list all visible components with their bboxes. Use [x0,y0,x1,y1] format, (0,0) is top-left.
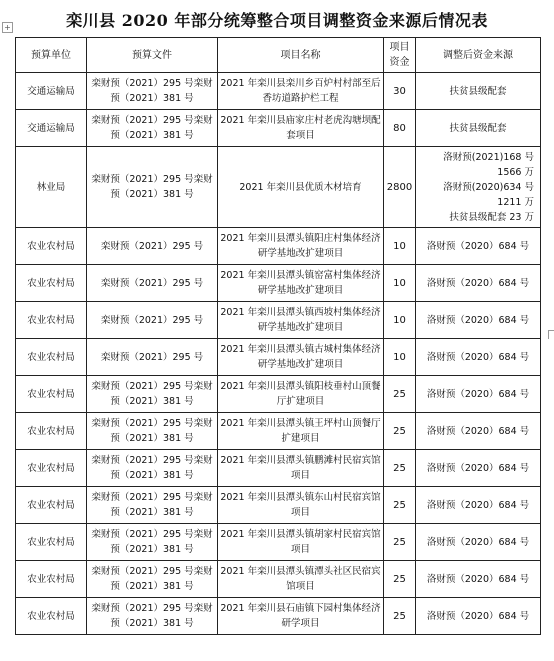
cell-source [416,110,541,147]
source-line: 扶贫县级配套 [449,122,507,134]
cell-doc: 栾财预（2021）295 号 [87,339,218,376]
cell-doc: 栾财预（2021）295 号栾财预（2021）381 号 [87,147,218,228]
cell-unit: 农业农村局 [16,339,87,376]
cell-amount: 10 [384,339,416,376]
cell-doc: 栾财预（2021）295 号 [87,302,218,339]
cell-unit: 农业农村局 [16,228,87,265]
source-line: 洛财预（2020）684 号 [426,388,530,400]
cell-unit: 林业局 [16,147,87,228]
table-row [16,228,541,265]
cell-name: 2021 年栾川县潭头镇窑富村集体经济研学基地改扩建项目 [218,265,384,302]
table-row [16,598,541,635]
cell-doc: 栾财预（2021）295 号栾财预（2021）381 号 [87,487,218,524]
header-doc: 预算文件 [87,38,218,73]
source-line: 洛财预（2020）684 号 [426,536,530,548]
table-row [16,413,541,450]
header-unit: 预算单位 [16,38,87,73]
source-line: 洛财预（2020）684 号 [426,240,530,252]
cell-name: 2021 年栾川县优质木材培育 [218,147,384,228]
source-line: 洛财预(2020)634 号 1211 万 [443,181,534,208]
cell-amount: 2800 [384,147,416,228]
cell-source [416,413,541,450]
cell-doc: 栾财预（2021）295 号栾财预（2021）381 号 [87,73,218,110]
cell-name: 2021 年栾川县潭头镇王坪村山顶餐厅扩建项目 [218,413,384,450]
cell-source [416,73,541,110]
cell-unit: 农业农村局 [16,524,87,561]
table-row [16,376,541,413]
cell-doc: 栾财预（2021）295 号 [87,228,218,265]
cell-source [416,147,541,228]
table-row [16,302,541,339]
cell-source [416,598,541,635]
table-row [16,487,541,524]
cell-amount: 25 [384,413,416,450]
source-line: 洛财预（2020）684 号 [426,314,530,326]
table-row [16,265,541,302]
table-row [16,147,541,228]
cell-unit: 农业农村局 [16,302,87,339]
cell-source [416,339,541,376]
source-line: 扶贫县级配套 23 万 [449,211,534,223]
cell-unit: 农业农村局 [16,598,87,635]
source-line: 洛财预（2020）684 号 [426,425,530,437]
cell-doc: 栾财预（2021）295 号栾财预（2021）381 号 [87,376,218,413]
table-move-handle-icon[interactable]: + [2,22,13,33]
cell-amount: 10 [384,302,416,339]
cell-unit: 交通运输局 [16,73,87,110]
cell-name: 2021 年栾川县潭头镇鹏滩村民宿宾馆项目 [218,450,384,487]
source-line: 洛财预（2020）684 号 [426,277,530,289]
cell-unit: 农业农村局 [16,450,87,487]
cell-name: 2021 年栾川县庙家庄村老虎沟塘坝配套项目 [218,110,384,147]
cell-source [416,487,541,524]
cell-amount: 80 [384,110,416,147]
cell-amount: 25 [384,561,416,598]
table-row [16,561,541,598]
cell-source [416,450,541,487]
cell-name: 2021 年栾川县石庙镇下园村集体经济研学项目 [218,598,384,635]
cell-name: 2021 年栾川县潭头镇胡家村民宿宾馆项目 [218,524,384,561]
table-row [16,110,541,147]
source-line: 扶贫县级配套 [449,85,507,97]
source-line: 洛财预（2020）684 号 [426,351,530,363]
cell-doc: 栾财预（2021）295 号栾财预（2021）381 号 [87,110,218,147]
cell-unit: 农业农村局 [16,265,87,302]
source-line: 洛财预(2021)168 号 1566 万 [443,151,534,178]
table-row [16,450,541,487]
cell-amount: 25 [384,598,416,635]
cell-source [416,228,541,265]
source-line: 洛财预（2020）684 号 [426,610,530,622]
cell-amount: 30 [384,73,416,110]
cell-doc: 栾财预（2021）295 号栾财预（2021）381 号 [87,450,218,487]
cell-unit: 交通运输局 [16,110,87,147]
cell-name: 2021 年栾川县栾川乡百炉村村部至后香坊道路护栏工程 [218,73,384,110]
cell-amount: 25 [384,487,416,524]
document-title: 栾川县 2020 年部分统筹整合项目调整资金来源后情况表 [66,11,488,30]
cell-source [416,302,541,339]
cell-doc: 栾财预（2021）295 号 [87,265,218,302]
cell-name: 2021 年栾川县潭头镇潭头社区民宿宾馆项目 [218,561,384,598]
cell-unit: 农业农村局 [16,376,87,413]
cell-unit: 农业农村局 [16,561,87,598]
source-line: 洛财预（2020）684 号 [426,462,530,474]
table-row [16,524,541,561]
table-header-row [16,38,541,73]
cell-source [416,265,541,302]
header-name: 项目名称 [218,38,384,73]
cell-name: 2021 年栾川县潭头镇阳枝垂村山顶餐厅扩建项目 [218,376,384,413]
budget-table [15,37,541,635]
source-line: 洛财预（2020）684 号 [426,499,530,511]
cell-doc: 栾财预（2021）295 号栾财预（2021）381 号 [87,524,218,561]
cell-amount: 10 [384,228,416,265]
header-source: 调整后资金来源 [416,38,541,73]
cell-unit: 农业农村局 [16,413,87,450]
cell-source [416,524,541,561]
cell-name: 2021 年栾川县潭头镇阳庄村集体经济研学基地改扩建项目 [218,228,384,265]
cell-source [416,561,541,598]
cell-amount: 10 [384,265,416,302]
cell-amount: 25 [384,450,416,487]
source-line: 洛财预（2020）684 号 [426,573,530,585]
cell-unit: 农业农村局 [16,487,87,524]
cell-source [416,376,541,413]
cell-name: 2021 年栾川县潭头镇东山村民宿宾馆项目 [218,487,384,524]
cell-doc: 栾财预（2021）295 号栾财预（2021）381 号 [87,561,218,598]
cell-doc: 栾财预（2021）295 号栾财预（2021）381 号 [87,598,218,635]
cell-name: 2021 年栾川县潭头镇西坡村集体经济研学基地改扩建项目 [218,302,384,339]
cell-amount: 25 [384,524,416,561]
cell-amount: 25 [384,376,416,413]
table-body [16,73,541,635]
page-corner-marker [548,330,554,339]
table-row [16,339,541,376]
cell-doc: 栾财预（2021）295 号栾财预（2021）381 号 [87,413,218,450]
header-amount: 项目资金 [384,38,416,73]
cell-name: 2021 年栾川县潭头镇古城村集体经济研学基地改扩建项目 [218,339,384,376]
table-row [16,73,541,110]
